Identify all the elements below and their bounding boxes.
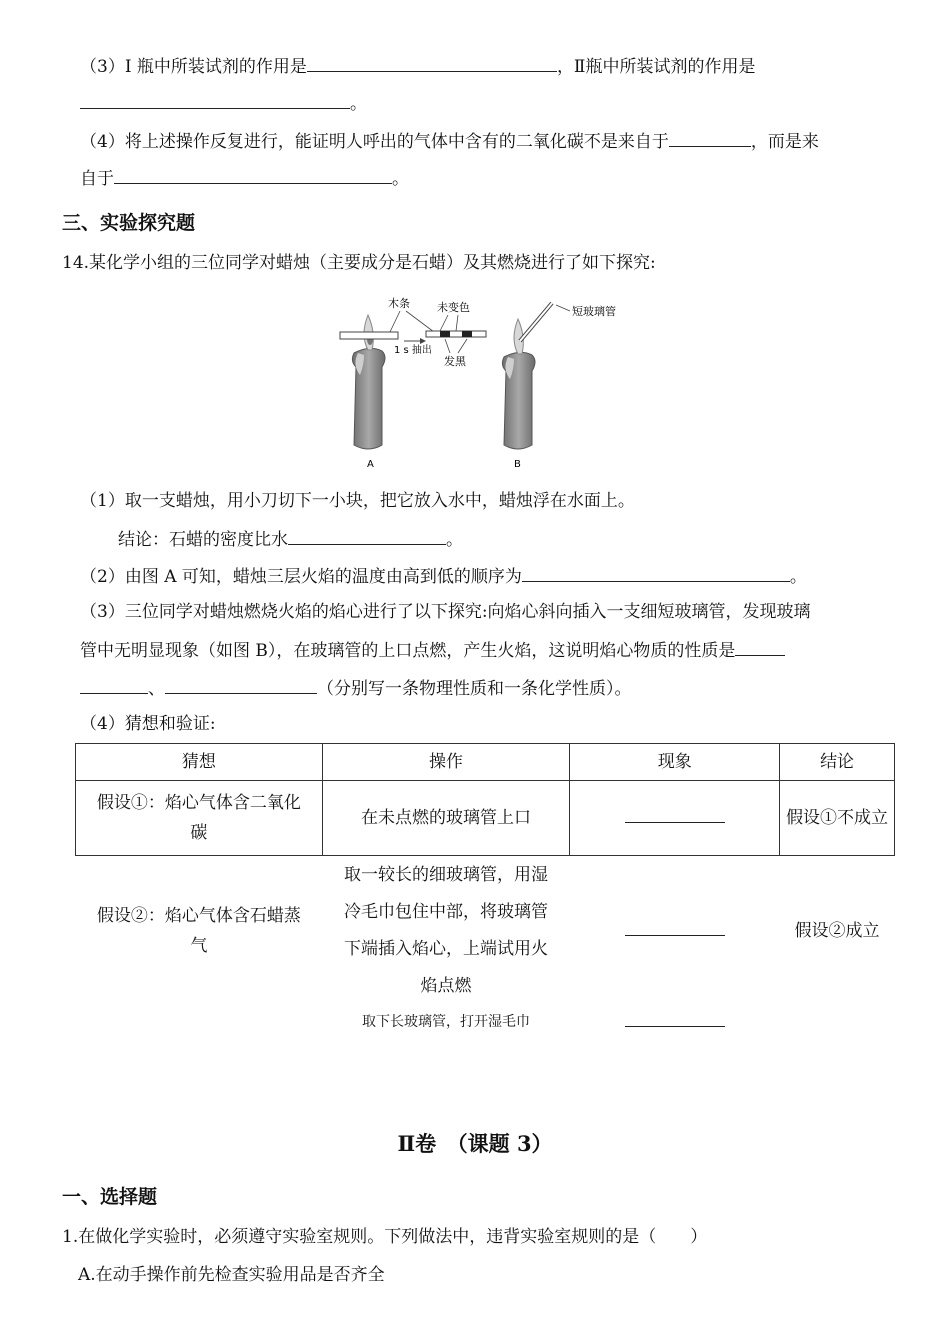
answer-blank[interactable]	[625, 806, 725, 823]
q14-part4: （4）猜想和验证:	[80, 714, 216, 734]
header-guess: 猜想	[76, 744, 323, 781]
candle-b	[502, 303, 616, 470]
table-row	[76, 781, 895, 856]
operation-cell: 取下长玻璃管，打开湿毛巾	[361, 1014, 530, 1030]
answer-blank[interactable]	[307, 53, 557, 72]
answer-blank[interactable]	[165, 675, 317, 694]
q14-part3-line3: 、 （分别写一条物理性质和一条化学性质）。	[80, 675, 632, 701]
q14-part2: （2）由图 A 可知，蜡烛三层火焰的温度由高到低的顺序为 。	[80, 563, 807, 589]
answer-blank[interactable]	[80, 90, 350, 109]
table-row	[76, 1006, 895, 1038]
table-header-row	[76, 744, 895, 781]
figure-label-b: B	[514, 459, 521, 470]
q1-option-a[interactable]: A.在动手操作前先检查实验用品是否齐全	[78, 1265, 385, 1285]
hypothesis-table	[75, 743, 895, 1038]
label-tube: 短玻璃管	[572, 305, 616, 318]
label-black: 发黑	[444, 355, 466, 368]
section-title: 一、选择题	[62, 1186, 158, 1208]
q14-part1-conclusion: 结论：石蜡的密度比水 。	[118, 526, 463, 552]
answer-blank[interactable]	[288, 526, 446, 545]
q13-part3-line: （3）I 瓶中所装试剂的作用是 ，Ⅱ瓶中所装试剂的作用是	[80, 53, 756, 79]
header-phenomenon: 现象	[570, 744, 780, 781]
section-title: 三、实验探究题	[62, 212, 196, 234]
label-stick: 木条	[388, 297, 410, 310]
label-pull: 1 s 抽出	[394, 345, 432, 356]
wood-stick	[340, 332, 398, 339]
header-conclusion: 结论	[780, 744, 895, 781]
table-row	[76, 856, 895, 1007]
guess-cell: 假设②：焰心气体含石蜡蒸 气	[96, 906, 301, 956]
guess-cell: 假设①：焰心气体含二氧化 碳	[76, 781, 323, 856]
q1-stem: 1.在做化学实验时，必须遵守实验室规则。下列做法中，违背实验室规则的是（ ）	[62, 1227, 708, 1247]
figure-label-a: A	[367, 459, 374, 470]
phenomenon-cell	[570, 781, 780, 856]
q13-part4-line: （4）将上述操作反复进行，能证明人呼出的气体中含有的二氧化碳不是来自于 ，而是来	[80, 128, 819, 154]
label-unchanged: 未变色	[437, 301, 470, 314]
part2-title: Ⅱ卷 （课题 3）	[397, 1131, 553, 1156]
conclusion-cell: 假设①不成立	[780, 781, 895, 856]
phenomenon-cell	[570, 856, 780, 1007]
q13-part4-line2: 自于 。	[80, 165, 409, 191]
answer-blank[interactable]	[625, 1010, 725, 1027]
candle-figure	[330, 295, 640, 475]
q14-part3-line1: （3）三位同学对蜡烛燃烧火焰的焰心进行了以下探究:向焰心斜向插入一支细短玻璃管，发现玻璃	[80, 602, 811, 622]
q14-part3-line2: 管中无明显现象（如图 B），在玻璃管的上口点燃，产生火焰，这说明焰心物质的性质是	[80, 637, 785, 663]
header-operation: 操作	[322, 744, 570, 781]
answer-blank[interactable]	[625, 919, 725, 936]
phenomenon-cell	[570, 1006, 780, 1038]
q14-stem: 14.某化学小组的三位同学对蜡烛（主要成分是石蜡）及其燃烧进行了如下探究:	[62, 253, 656, 273]
answer-blank[interactable]	[735, 637, 785, 656]
stick-result	[426, 331, 486, 337]
answer-blank[interactable]	[669, 128, 751, 147]
operation-cell: 取一较长的细玻璃管，用湿 冷毛巾包住中部，将玻璃管 下端插入焰心，上端试用火 焰点燃	[343, 865, 548, 996]
answer-blank[interactable]	[80, 675, 148, 694]
answer-blank[interactable]	[522, 563, 790, 582]
operation-cell: 在未点燃的玻璃管上口	[322, 781, 570, 856]
conclusion-cell: 假设②成立	[794, 921, 880, 941]
q14-part1: （1）取一支蜡烛，用小刀切下一小块，把它放入水中，蜡烛浮在水面上。	[80, 491, 635, 511]
candle-a	[340, 315, 398, 470]
answer-blank[interactable]	[114, 165, 392, 184]
q13-part3-line2: 。	[80, 90, 367, 116]
